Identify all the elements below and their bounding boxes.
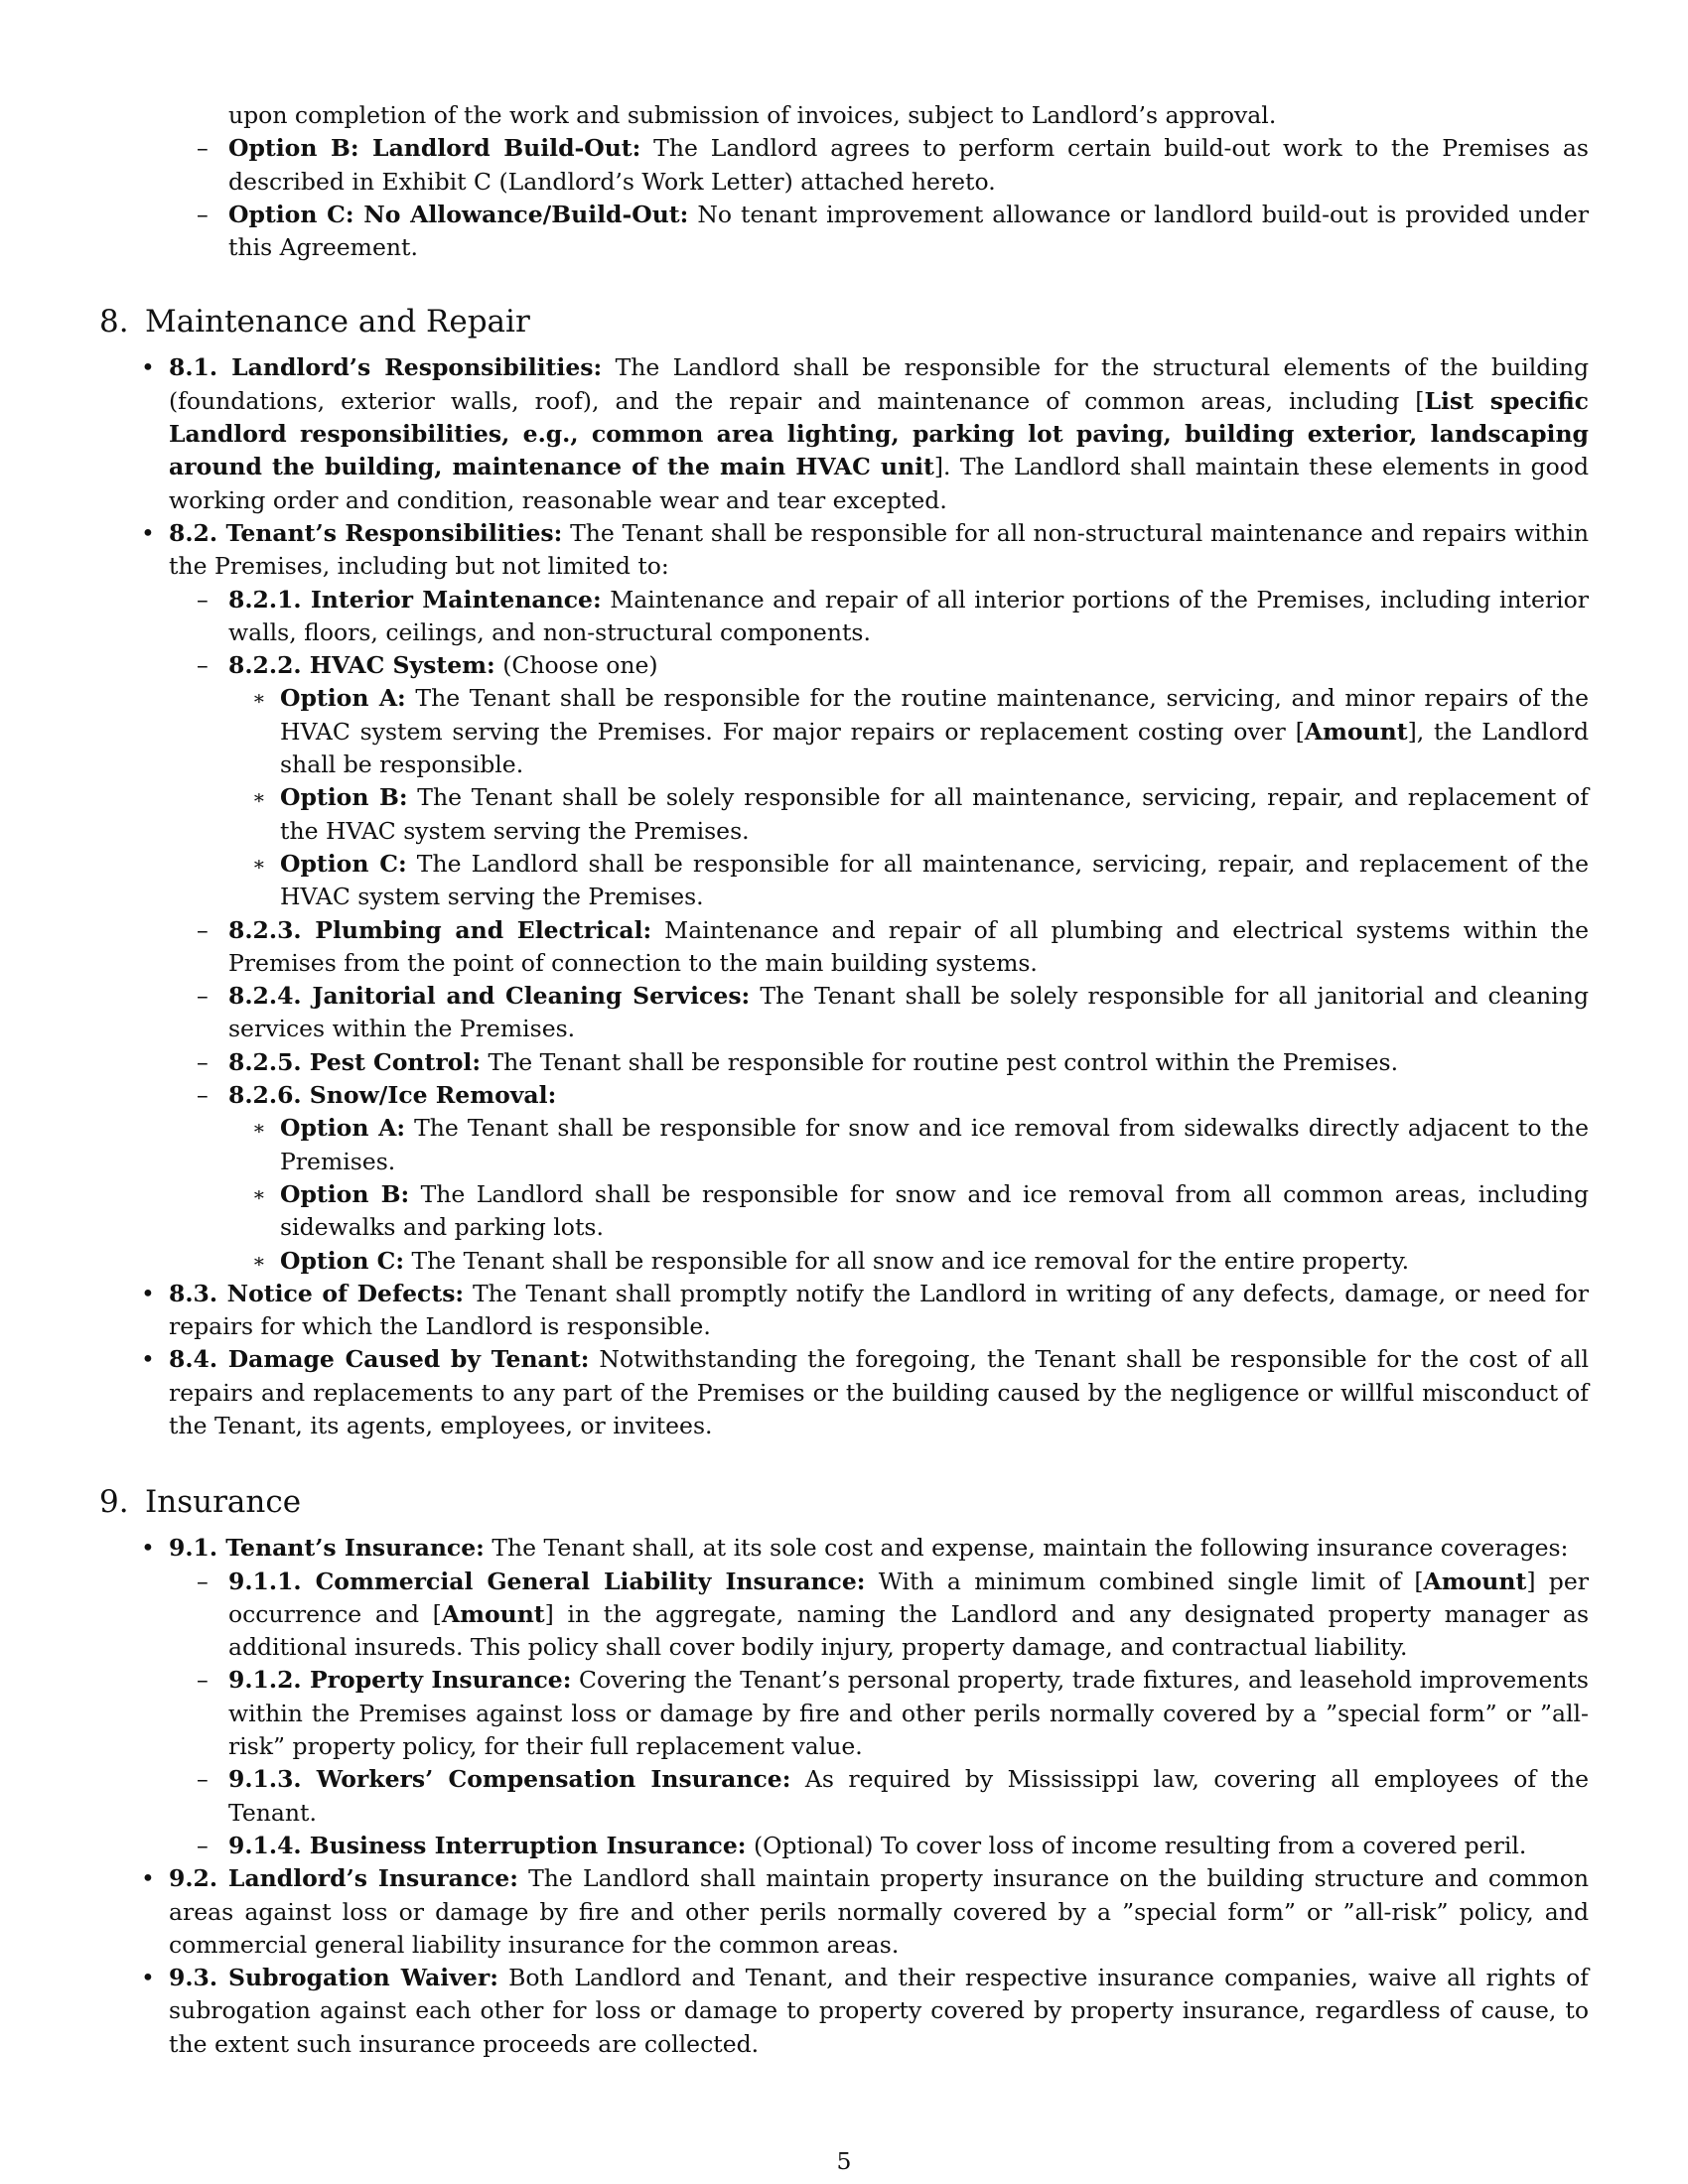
- item-label: 9.1. Tenant’s Insurance:: [169, 1534, 485, 1563]
- option-label: Option B:: [280, 783, 408, 812]
- dash-marker: –: [197, 1666, 209, 1695]
- item-label: 8.3. Notice of Defects:: [169, 1279, 465, 1307]
- option-label: Option A:: [280, 684, 406, 713]
- list-item: [252, 1178, 1589, 1245]
- list-item: [197, 584, 1589, 650]
- list-item: [252, 848, 1589, 914]
- item-label: 8.2.4. Janitorial and Cleaning Services:: [228, 982, 751, 1011]
- list-item: [197, 1079, 1589, 1112]
- dash-marker: –: [197, 585, 209, 614]
- list-item: [197, 980, 1589, 1046]
- section-number: 8.: [99, 304, 129, 341]
- list-item: [141, 351, 1589, 516]
- item-text: The Tenant shall, at its sole cost and expense, maintain the following insurance coverages:: [492, 1534, 1569, 1563]
- section-heading: [99, 302, 1589, 341]
- item-text: Maintenance and repair of all interior portions of the Premises, including interior walls, floors, ceilings, and non-structural components.: [228, 585, 1589, 646]
- star-marker: ∗: [252, 1248, 266, 1273]
- item-text: The Tenant shall be responsible for routine pest control within the Premises.: [488, 1047, 1399, 1076]
- list-item: [197, 1664, 1589, 1763]
- option-text: No tenant improvement allowance or landlord build-out is provided under this Agreement.: [228, 200, 1589, 262]
- item-text: (Choose one): [502, 651, 658, 680]
- list-item: [197, 1566, 1589, 1665]
- dash-marker: –: [197, 1831, 209, 1859]
- bullet-marker: •: [141, 353, 155, 382]
- placeholder-text: Amount: [1304, 717, 1408, 746]
- bullet-marker: •: [141, 1279, 155, 1307]
- placeholder-text: List specific Landlord responsibilities, e.g., common area lighting, parking lot paving, building exterior, landscaping around the building, maintenance of the main HVAC unit: [169, 386, 1589, 481]
- list-item: [141, 517, 1589, 584]
- item-label: 8.1. Landlord’s Responsibilities:: [169, 353, 603, 382]
- list-item: [197, 649, 1589, 682]
- placeholder-text: Amount: [441, 1599, 545, 1628]
- item-label: 8.2.6. Snow/Ice Removal:: [228, 1081, 557, 1110]
- list-item: [197, 1763, 1589, 1830]
- option-text: The Tenant shall be responsible for all snow and ice removal for the entire property.: [411, 1246, 1410, 1275]
- item-label: 8.2.1. Interior Maintenance:: [228, 585, 602, 614]
- dash-marker: –: [197, 134, 209, 163]
- option-label: Option C:: [280, 1246, 405, 1275]
- item-text: Covering the Tenant’s personal property, trade fixtures, and leasehold improvements within the Premises against loss or damage by fire and other perils normally covered by a ”special form” or ”all-risk” property policy, for their full replacement value.: [228, 1666, 1589, 1761]
- dash-marker: –: [197, 651, 209, 680]
- list-item: [252, 781, 1589, 848]
- list-item: [141, 1962, 1589, 2061]
- item-label: 9.2. Landlord’s Insurance:: [169, 1864, 518, 1893]
- list-item: [197, 132, 1589, 199]
- option-text: The Landlord shall be responsible for all maintenance, servicing, repair, and replacement of the HVAC system serving the Premises.: [280, 849, 1589, 911]
- item-label: 9.1.1. Commercial General Liability Insurance:: [228, 1567, 866, 1595]
- item-text: ] per occurrence and [: [228, 1567, 1589, 1628]
- list-item: [141, 1278, 1589, 1344]
- placeholder-text: Amount: [1423, 1567, 1527, 1595]
- list-item: [252, 682, 1589, 781]
- continuation-text: upon completion of the work and submission of invoices, subject to Landlord’s approval.: [228, 101, 1277, 129]
- star-marker: ∗: [252, 1181, 266, 1206]
- option-text: The Tenant shall be responsible for snow and ice removal from sidewalks directly adjacent to the Premises.: [280, 1114, 1589, 1175]
- dash-marker: –: [197, 1765, 209, 1794]
- list-item: [197, 199, 1589, 265]
- bullet-marker: •: [141, 518, 155, 547]
- list-item: [141, 1862, 1589, 1962]
- bullet-marker: •: [141, 1864, 155, 1893]
- section-heading: [99, 1482, 1589, 1522]
- option-label: Option B:: [280, 1179, 410, 1208]
- item-text: Both Landlord and Tenant, and their respective insurance companies, waive all rights of subrogation against each other for loss or damage to property covered by property insurance, regardless of cause, to the extent such insurance proceeds are collected.: [169, 1964, 1589, 2058]
- option-text: The Tenant shall be solely responsible for all maintenance, servicing, repair, and replacement of the HVAC system serving the Premises.: [280, 783, 1589, 845]
- item-text: ]. The Landlord shall maintain these elements in good working order and condition, reasonable wear and tear excepted.: [169, 453, 1589, 514]
- item-label: 8.2.2. HVAC System:: [228, 651, 495, 680]
- list-item: [197, 1830, 1589, 1862]
- item-text: The Landlord shall maintain property insurance on the building structure and common areas against loss or damage by fire and other perils normally covered by a ”special form” or ”all-risk” policy, and commercial general liability insurance for the common areas.: [169, 1864, 1589, 1959]
- list-item: [252, 1112, 1589, 1178]
- option-label: Option C: No Allowance/Build-Out:: [228, 200, 689, 228]
- list-item: [197, 914, 1589, 981]
- item-label: 9.1.2. Property Insurance:: [228, 1666, 572, 1695]
- bullet-marker: •: [141, 1534, 155, 1563]
- item-text: ] in the aggregate, naming the Landlord and any designated property manager as additional insureds. This policy shall cover bodily injury, property damage, and contractual liability.: [228, 1599, 1589, 1662]
- option-text: ], the Landlord shall be responsible.: [280, 717, 1589, 779]
- item-text: The Tenant shall be solely responsible for all janitorial and cleaning services within the Premises.: [228, 982, 1589, 1043]
- item-label: 8.2. Tenant’s Responsibilities:: [169, 518, 563, 547]
- star-marker: ∗: [252, 686, 266, 711]
- dash-marker: –: [197, 1567, 209, 1595]
- dash-marker: –: [197, 1081, 209, 1110]
- item-label: 9.3. Subrogation Waiver:: [169, 1964, 498, 1992]
- item-text: With a minimum combined single limit of [: [878, 1567, 1424, 1595]
- option-text: The Landlord agrees to perform certain build-out work to the Premises as described in Exhibit C (Landlord’s Work Letter) attached hereto.: [228, 134, 1589, 196]
- bullet-marker: •: [141, 1345, 155, 1374]
- dash-marker: –: [197, 982, 209, 1011]
- item-text: The Tenant shall be responsible for all non-structural maintenance and repairs within the Premises, including but not limited to:: [169, 518, 1589, 581]
- item-label: 9.1.3. Workers’ Compensation Insurance:: [228, 1765, 791, 1794]
- list-item: [252, 1245, 1589, 1278]
- list-item: [197, 1046, 1589, 1079]
- option-label: Option A:: [280, 1114, 406, 1143]
- bullet-marker: •: [141, 1964, 155, 1992]
- item-text: Notwithstanding the foregoing, the Tenant shall be responsible for the cost of all repairs and replacements to any part of the Premises or the building caused by the negligence or willful misconduct of the Tenant, its agents, employees, or invitees.: [169, 1345, 1589, 1439]
- section-number: 9.: [99, 1484, 129, 1521]
- section-title: Insurance: [145, 1484, 302, 1521]
- star-marker: ∗: [252, 1116, 266, 1141]
- dash-marker: –: [197, 200, 209, 228]
- option-label: Option B: Landlord Build-Out:: [228, 134, 641, 163]
- item-text: The Tenant shall promptly notify the Landlord in writing of any defects, damage, or need for repairs for which the Landlord is responsible.: [169, 1279, 1589, 1341]
- dash-marker: –: [197, 1047, 209, 1076]
- star-marker: ∗: [252, 785, 266, 810]
- item-text: (Optional) To cover loss of income resulting from a covered peril.: [753, 1831, 1527, 1859]
- item-label: 9.1.4. Business Interruption Insurance:: [228, 1831, 747, 1859]
- item-label: 8.4. Damage Caused by Tenant:: [169, 1345, 590, 1374]
- option-text: The Landlord shall be responsible for snow and ice removal from all common areas, including sidewalks and parking lots.: [280, 1179, 1589, 1242]
- item-text: As required by Mississippi law, covering all employees of the Tenant.: [228, 1765, 1589, 1827]
- star-marker: ∗: [252, 851, 266, 876]
- item-label: 8.2.5. Pest Control:: [228, 1047, 482, 1076]
- dash-marker: –: [197, 915, 209, 944]
- document-page: [99, 99, 1589, 2061]
- list-item: [141, 1343, 1589, 1442]
- item-text: The Landlord shall be responsible for the structural elements of the building (foundations, exterior walls, roof), and the repair and maintenance of common areas, including [: [169, 353, 1589, 415]
- item-label: 8.2.3. Plumbing and Electrical:: [228, 915, 652, 944]
- page-number: 5: [836, 2147, 852, 2175]
- option-text: The Tenant shall be responsible for the routine maintenance, servicing, and minor repairs of the HVAC system serving the Premises. For major repairs or replacement costing over [: [280, 684, 1589, 746]
- option-label: Option C:: [280, 849, 407, 878]
- list-item: [141, 1532, 1589, 1565]
- item-text: Maintenance and repair of all plumbing and electrical systems within the Premises from the point of connection to the main building systems.: [228, 915, 1589, 977]
- section-title: Maintenance and Repair: [145, 304, 530, 341]
